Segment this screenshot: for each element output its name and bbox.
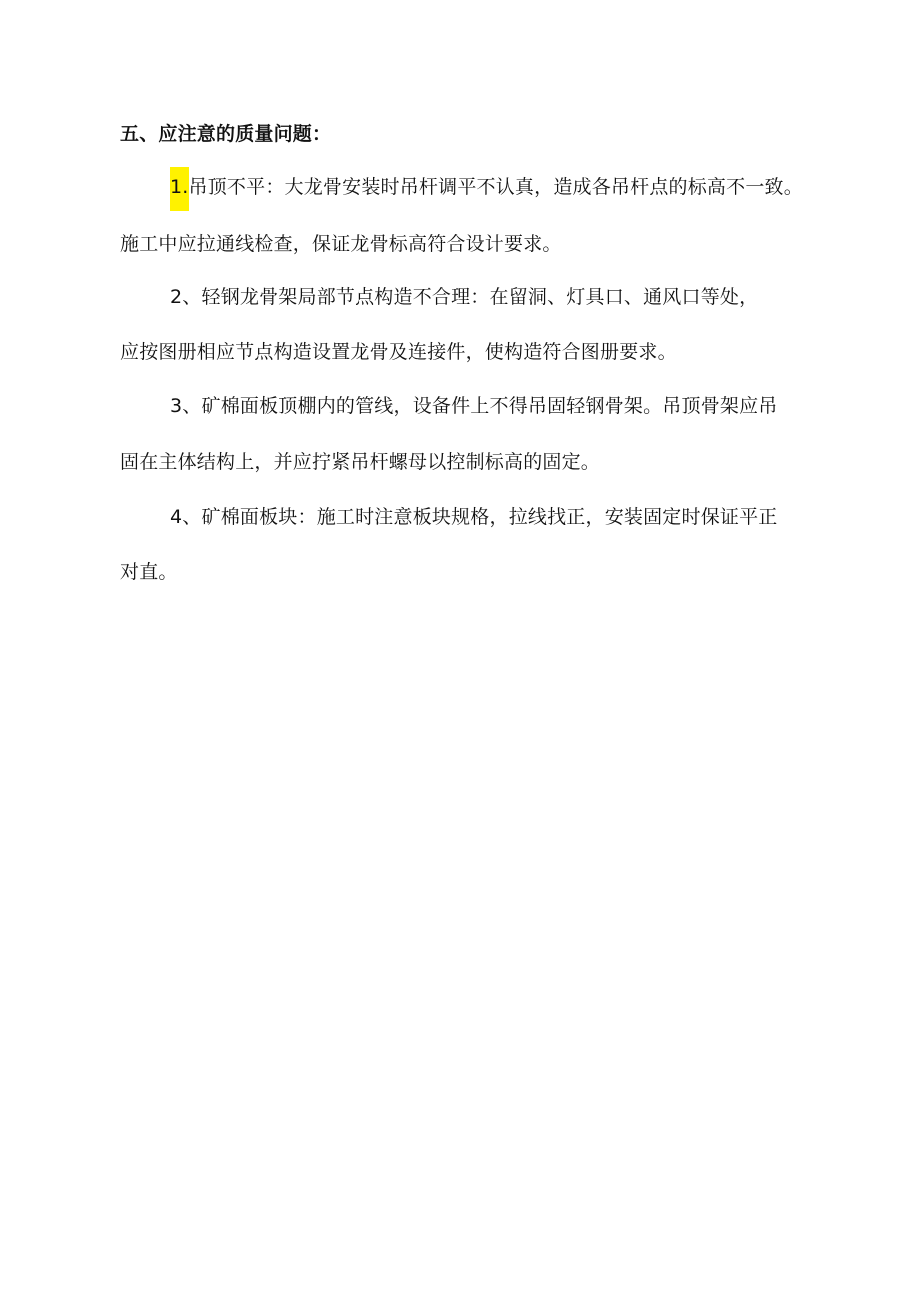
- item-3-line-1: 3、矿棉面板顶棚内的管线，设备件上不得吊固轻钢骨架。吊顶骨架应吊: [170, 395, 778, 417]
- item-2-line-2: 应按图册相应节点构造设置龙骨及连接件，使构造符合图册要求。: [120, 341, 677, 363]
- item-4-line-2: 对直。: [120, 561, 178, 583]
- item-1-text: 吊顶不平：大龙骨安装时吊杆调平不认真，造成各吊杆点的标高不一致。: [188, 176, 803, 198]
- section-heading: 五、应注意的质量问题：: [120, 123, 332, 145]
- item-4-line-1: 4、矿棉面板块：施工时注意板块规格，拉线找正，安装固定时保证平正: [170, 506, 778, 528]
- item-1-line-2: 施工中应拉通线检查，保证龙骨标高符合设计要求。: [120, 233, 562, 255]
- item-1-number-highlight: 1.: [170, 167, 189, 211]
- item-2-line-1: 2、轻钢龙骨架局部节点构造不合理：在留洞、灯具口、通风口等处，: [170, 286, 759, 308]
- item-3-line-2: 固在主体结构上，并应拧紧吊杆螺母以控制标高的固定。: [120, 451, 601, 473]
- item-1-line-1: [170, 173, 803, 211]
